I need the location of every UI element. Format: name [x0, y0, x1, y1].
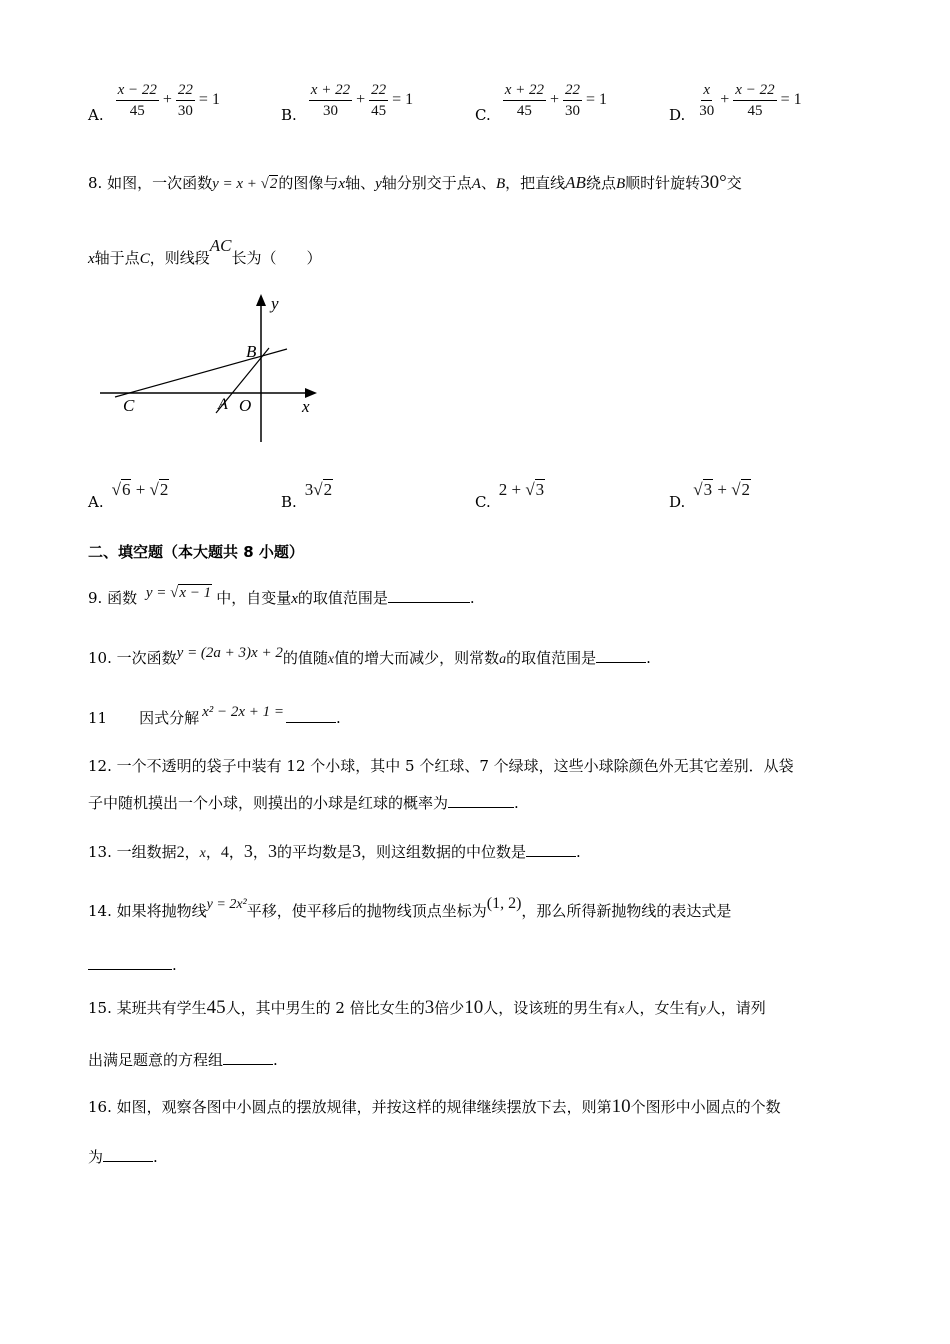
- denominator-2: 45: [371, 102, 387, 119]
- section-heading: 二、填空题（本大题共 8 小题）: [88, 543, 304, 561]
- q8-option-b: B.3√2: [281, 480, 333, 511]
- q14-line1: 14. 如果将抛物线y = 2x²平移，使平移后的抛物线顶点坐标为(1, 2)，那么所得新抛物线的表达式是: [88, 895, 732, 920]
- term-prefix: 2 +: [498, 480, 526, 499]
- q13: 13. 一组数据2，x，4，3，3的平均数是3，则这组数据的中位数是 .: [88, 841, 581, 861]
- term-prefix: 3: [304, 480, 314, 499]
- q9: 9. 函数 y = √x − 1 中，自变量x的取值范围是 .: [88, 585, 475, 607]
- q7-option-d: [669, 76, 802, 124]
- label-o: O: [239, 396, 252, 415]
- q8-option-a: A.√6 + √2: [88, 480, 169, 511]
- denominator-2: 30: [565, 102, 581, 119]
- denominator-1: 45: [129, 102, 145, 119]
- radicand-2: 2: [159, 480, 169, 499]
- q10: 10. 一次函数y = (2a + 3)x + 2的值随x值的增大而减少，则常数a的取值范围是 .: [88, 645, 651, 667]
- option-label: B.: [281, 106, 297, 124]
- radicand-2: 2: [741, 480, 751, 499]
- q8-option-d: D.√3 + √2: [669, 480, 751, 511]
- q7-option-c: [475, 76, 607, 124]
- q15-line2: 出满足题意的方程组 .: [88, 1051, 278, 1069]
- plus: +: [713, 480, 732, 499]
- q8-option-c: C.2 + √3: [475, 480, 545, 511]
- radicand-1: 2: [323, 480, 333, 499]
- q7-option-a: [88, 76, 220, 124]
- q8-line1: 8. 如图，一次函数y = x + √2的图像与x轴、y轴分别交于点A、B，把直线AB绕点B顺时针旋转30°交: [88, 172, 742, 193]
- numerator-2: 22: [563, 81, 582, 101]
- denominator-1: 45: [516, 102, 532, 119]
- option-label: A.: [88, 106, 104, 124]
- radicand-1: 3: [535, 480, 545, 499]
- equals-one: = 1: [586, 91, 608, 108]
- q14-line2: .: [88, 955, 177, 975]
- denominator-1: 30: [322, 102, 338, 119]
- denominator-1: 30: [699, 102, 715, 119]
- numerator-2: 22: [176, 81, 195, 101]
- denominator-2: 45: [747, 102, 763, 119]
- equals-one: = 1: [780, 91, 802, 108]
- equals-one: = 1: [198, 91, 220, 108]
- numerator-2: 22: [369, 81, 388, 101]
- label-y: y: [271, 294, 279, 313]
- radicand-1: 6: [121, 480, 131, 499]
- label-a: A: [218, 396, 228, 413]
- label-b: B: [246, 342, 257, 361]
- operator: +: [550, 91, 560, 108]
- numerator-1: x + 22: [503, 81, 546, 101]
- numerator-1: x − 22: [116, 81, 159, 101]
- label-x: x: [302, 397, 310, 416]
- operator: +: [720, 91, 730, 108]
- y-axis-arrow: [256, 294, 266, 306]
- option-label: C.: [475, 106, 491, 124]
- option-label: A.: [88, 493, 104, 511]
- q12-line2: 子中随机摸出一个小球，则摸出的小球是红球的概率为 .: [88, 794, 519, 812]
- q11: 11 因式分解 x² − 2x + 1 = .: [88, 704, 341, 727]
- plus: +: [131, 480, 150, 499]
- option-label: D.: [669, 106, 686, 124]
- label-c: C: [123, 396, 135, 415]
- option-label: B.: [281, 493, 297, 511]
- option-label: D.: [669, 493, 686, 511]
- option-label: C.: [475, 493, 491, 511]
- operator: +: [356, 91, 366, 108]
- denominator-2: 30: [177, 102, 193, 119]
- numerator-1: x + 22: [309, 81, 352, 101]
- equals-one: = 1: [392, 91, 414, 108]
- q8-line2: x轴于点C，则线段AC长为（ ）: [88, 236, 322, 267]
- radicand-1: 3: [703, 480, 713, 499]
- q8-graph: [95, 290, 325, 450]
- q16-line2: 为 .: [88, 1148, 158, 1166]
- q16-line1: 16. 如图，观察各图中小圆点的摆放规律，并按这样的规律继续摆放下去，则第10个图形中小圆点的个数: [88, 1096, 781, 1117]
- q15-line1: 15. 某班共有学生45人，其中男生的 2 倍比女生的3倍少10人，设该班的男生有x人，女生有y人，请列: [88, 997, 766, 1018]
- numerator-2: x − 22: [733, 81, 776, 101]
- operator: +: [162, 91, 172, 108]
- q12-line1: 12. 一个不透明的袋子中装有 12 个小球，其中 5 个红球、7 个绿球，这些小球除颜色外无其它差别．从袋: [88, 757, 794, 775]
- numerator-1: x: [701, 81, 712, 101]
- q7-option-b: [281, 76, 413, 124]
